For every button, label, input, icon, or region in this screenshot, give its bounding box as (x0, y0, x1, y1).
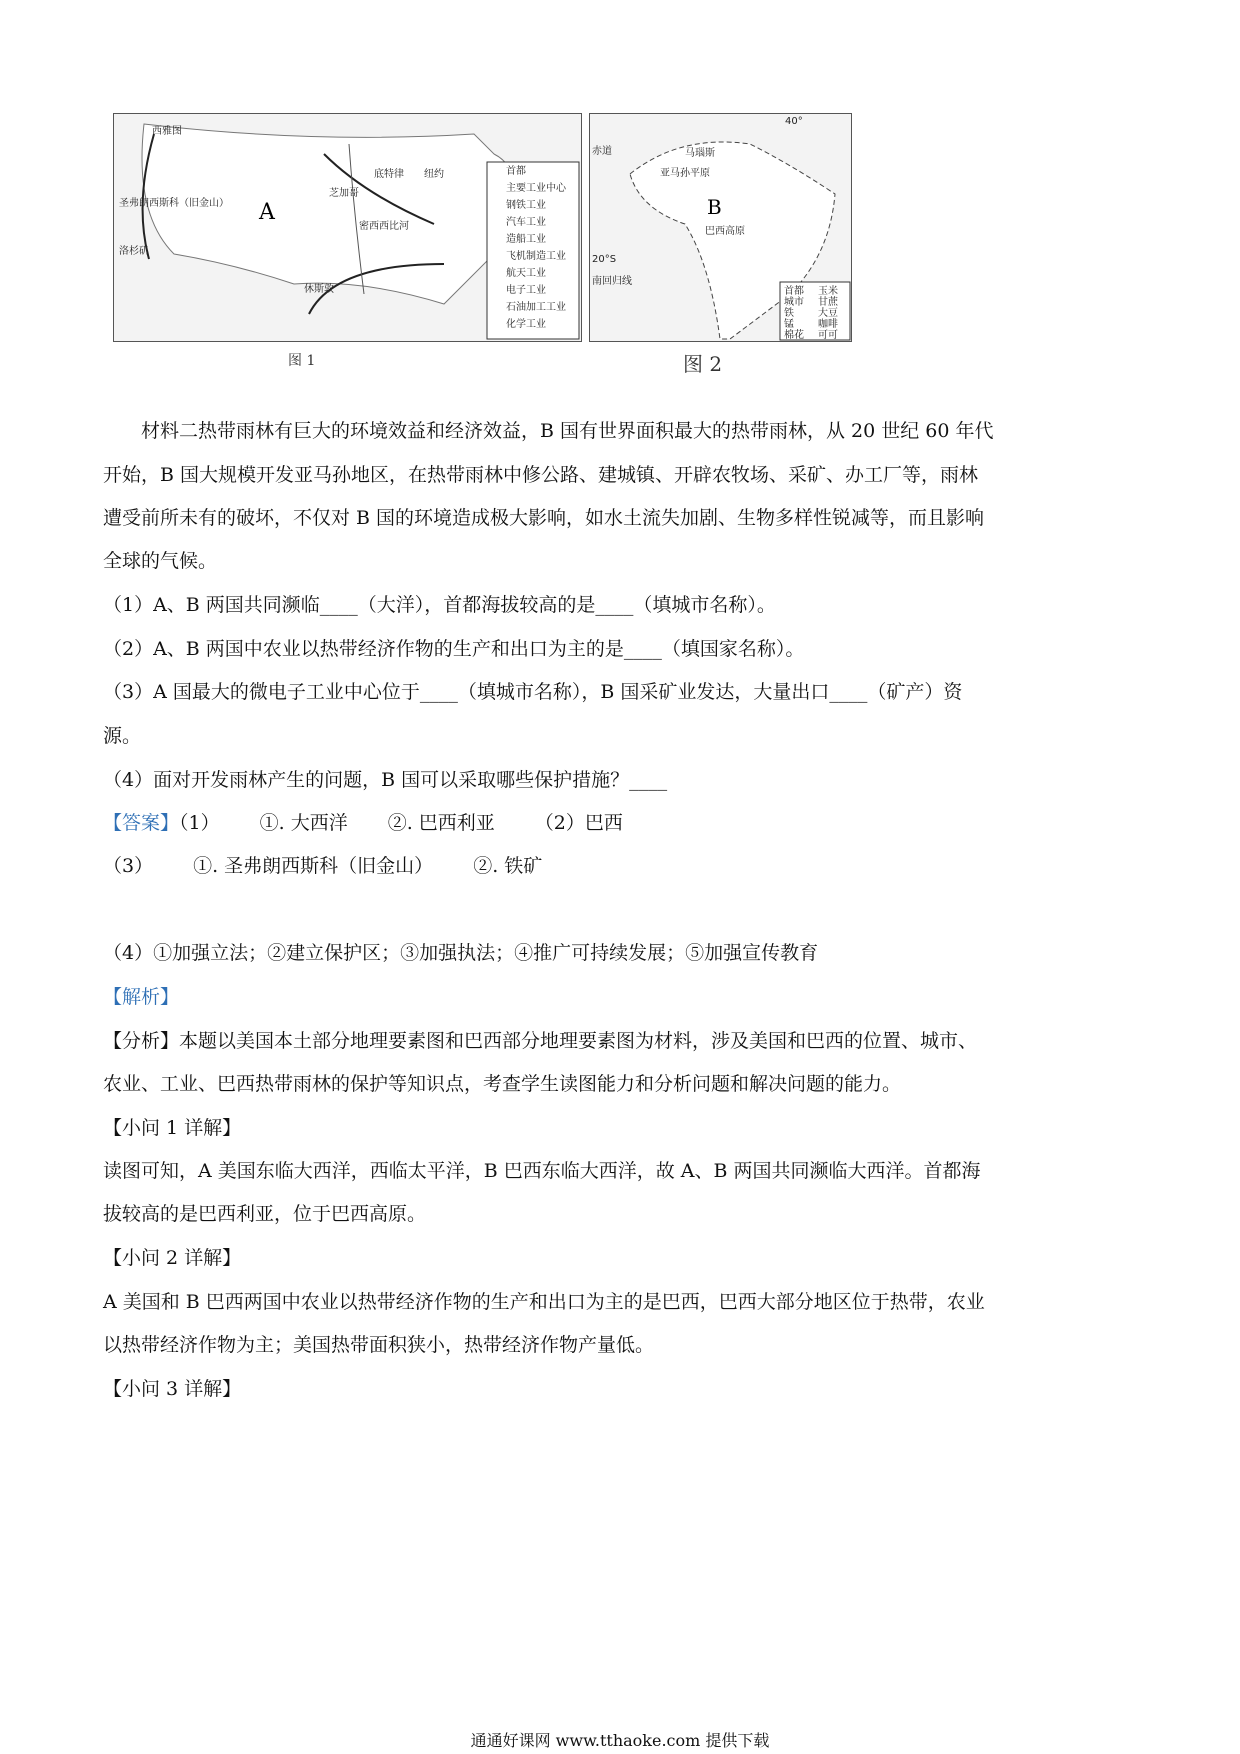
svg-text:航天工业: 航天工业 (506, 268, 546, 279)
answer-part: ①. 大西洋 (259, 812, 348, 834)
line-label: 40° (785, 116, 803, 127)
analysis-heading: 【小问 1 详解】 (103, 1117, 242, 1139)
svg-text:石油加工工业: 石油加工工业 (506, 302, 566, 313)
analysis-line: A 美国和 B 巴西两国中农业以热带经济作物的生产和出口为主的是巴西，巴西大部分地区位于热带，农业 (103, 1291, 985, 1313)
svg-text:电子工业: 电子工业 (506, 285, 546, 296)
answer-part: （2）巴西 (534, 812, 623, 834)
svg-text:城市: 城市 (784, 297, 804, 308)
answer-line-3: （4）①加强立法；②建立保护区；③加强执法；④推广可持续发展；⑤加强宣传教育 (103, 942, 819, 964)
line-label: 20°S (592, 254, 617, 265)
region-label: 巴西高原 (705, 226, 745, 237)
material-text: 开始，B 国大规模开发亚马孙地区，在热带雨林中修公路、建城镇、开辟农牧场、采矿、办工厂等，雨林 (103, 464, 979, 486)
analysis-line: 以热带经济作物为主；美国热带面积狭小，热带经济作物产量低。 (103, 1334, 655, 1356)
material-text: 材料二热带雨林有巨大的环境效益和经济效益，B 国有世界面积最大的热带雨林，从 20 世纪 60 年代 (141, 420, 994, 442)
svg-text:主要工业中心: 主要工业中心 (506, 183, 566, 194)
city-label: 底特律 (374, 169, 404, 180)
question-4: （4）面对开发雨林产生的问题，B 国可以采取哪些保护措施？____ (103, 769, 668, 791)
svg-text:玉米: 玉米 (818, 286, 838, 297)
figure-2-caption: 图 2 (683, 352, 723, 376)
svg-text:飞机制造工业: 飞机制造工业 (506, 251, 566, 262)
line-label: 南回归线 (592, 276, 632, 287)
region-label-b: B (707, 195, 722, 219)
city-label: 马瑙斯 (685, 148, 715, 159)
figure-1-caption: 图 1 (288, 353, 316, 369)
analysis-line: 【分析】本题以美国本土部分地理要素图和巴西部分地理要素图为材料，涉及美国和巴西的位置、城市、 (103, 1030, 978, 1052)
answer-line-1 (103, 808, 623, 835)
question-1: （1）A、B 两国共同濒临____（大洋），首都海拔较高的是____（填城市名称）。 (103, 594, 776, 616)
region-label-a: A (259, 200, 275, 225)
region-label: 亚马孙平原 (660, 168, 710, 179)
svg-text:锰: 锰 (784, 319, 794, 330)
svg-text:铁: 铁 (784, 308, 794, 319)
question-3: （3）A 国最大的微电子工业中心位于____（填城市名称），B 国采矿业发达，大量出口____（矿产）资 (103, 681, 963, 703)
svg-text:钢铁工业: 钢铁工业 (506, 200, 546, 211)
river-label: 密西西比河 (359, 221, 409, 232)
city-label: 西雅图 (152, 126, 182, 137)
question-2: （2）A、B 两国中农业以热带经济作物的生产和出口为主的是____（填国家名称）。 (103, 638, 805, 660)
svg-text:可可: 可可 (818, 330, 838, 341)
answer-part: ①. 圣弗朗西斯科（旧金山） (193, 855, 434, 877)
svg-text:化学工业: 化学工业 (506, 319, 546, 330)
answer-tag: 【答案】 (103, 812, 180, 834)
analysis-line: 拔较高的是巴西利亚，位于巴西高原。 (103, 1203, 427, 1225)
city-label: 圣弗朗西斯科（旧金山） (119, 198, 229, 209)
svg-text:汽车工业: 汽车工业 (506, 217, 546, 228)
line-label: 赤道 (592, 146, 612, 157)
svg-text:棉花: 棉花 (784, 330, 804, 341)
answer-part: （3） (103, 855, 154, 877)
svg-text:咖啡: 咖啡 (818, 319, 838, 330)
svg-text:首都: 首都 (506, 166, 526, 177)
svg-text:大豆: 大豆 (818, 308, 838, 319)
analysis-line: 农业、工业、巴西热带雨林的保护等知识点，考查学生读图能力和分析问题和解决问题的能力。 (103, 1073, 902, 1095)
analysis-heading: 【小问 3 详解】 (103, 1378, 242, 1400)
material-text: 全球的气候。 (103, 550, 218, 572)
analysis-heading: 【小问 2 详解】 (103, 1247, 242, 1269)
answer-line-2 (103, 851, 542, 878)
city-label: 休斯敦 (304, 284, 334, 295)
material-text: 遭受前所未有的破坏，不仅对 B 国的环境造成极大影响，如水土流失加剧、生物多样性锐减等，而且影响 (103, 507, 985, 529)
answer-part: ②. 铁矿 (473, 855, 543, 877)
answer-part: （1） (179, 812, 220, 834)
city-label: 纽约 (424, 169, 444, 180)
svg-text:甘蔗: 甘蔗 (818, 297, 838, 308)
question-3-cont: 源。 (103, 725, 142, 747)
figure-brazil-map (589, 113, 852, 342)
city-label: 洛杉矶 (119, 246, 149, 257)
city-label: 芝加哥 (329, 188, 359, 199)
svg-text:首都: 首都 (784, 286, 804, 297)
analysis-tag: 【解析】 (103, 986, 180, 1008)
analysis-line: 读图可知，A 美国东临大西洋，西临太平洋，B 巴西东临大西洋，故 A、B 两国共同濒临大西洋。首都海 (103, 1160, 981, 1182)
answer-part: ②. 巴西利亚 (387, 812, 495, 834)
svg-text:造船工业: 造船工业 (506, 234, 546, 245)
figure-usa-map (113, 113, 582, 342)
page-footer: 通通好课网 www.tthaoke.com 提供下载 (470, 1731, 770, 1750)
